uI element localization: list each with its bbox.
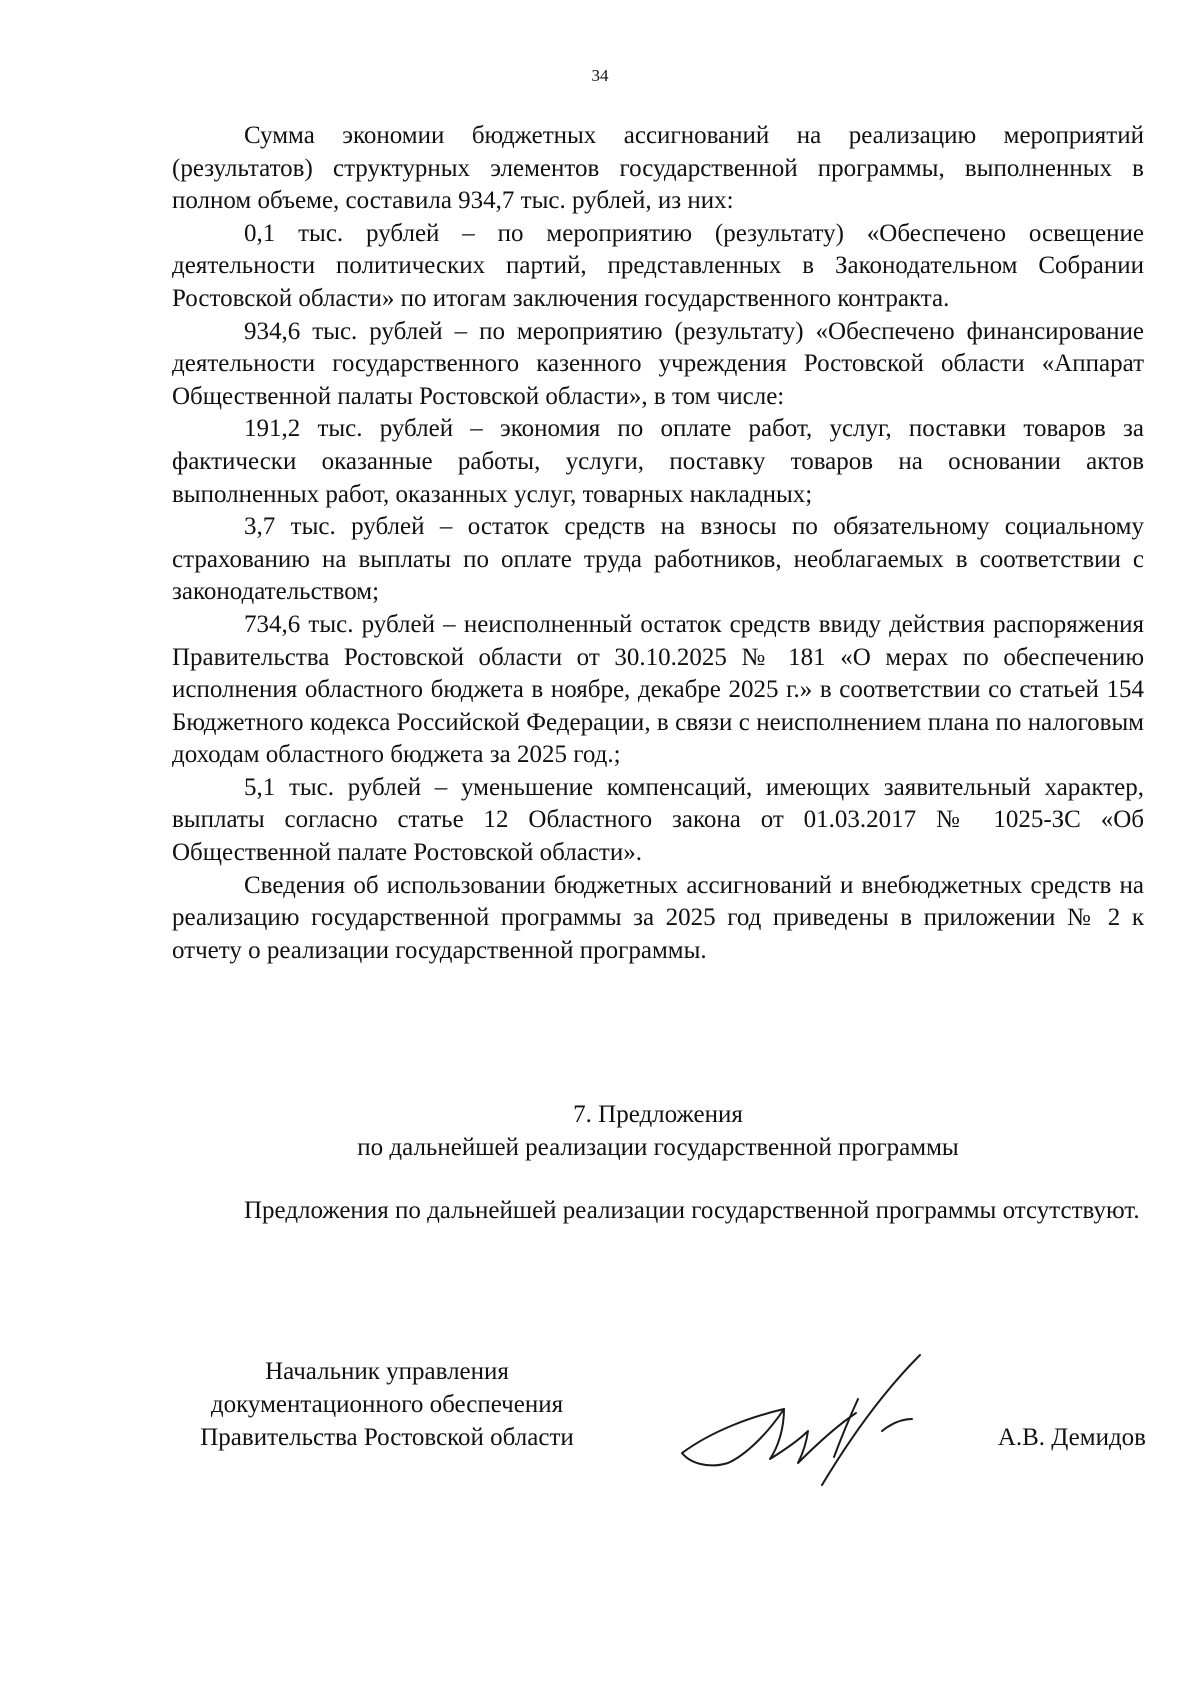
page-number: 34 — [591, 66, 609, 85]
proposal-text: Предложения по дальнейшей реализации государственной программы отсутствуют. — [244, 1197, 1140, 1224]
section-heading-subtitle: по дальнейшей реализации государственной программы — [357, 1134, 959, 1161]
paragraph-subitem-insurance: 3,7 тыс. рублей – остаток средств на взносы по обязательному социальному страхованию на выплаты по оплате труда работников, необлагаемых в соответствии с законодательством; — [172, 513, 1144, 606]
report-body — [172, 120, 1144, 967]
section-heading-title: 7. Предложения — [573, 1101, 743, 1128]
paragraph-subitem-unexecuted: 734,6 тыс. рублей – неисполненный остаток средств ввиду действия распоряжения Правительства Ростовской области от 30.10.2025 № 181 «О мерах по обеспечению исполнения областного бюджета в ноябре, декабре 2025 г.» в соответствии со статьей 154 Бюджетного кодекса Российской Федерации, в связи с неисполнением плана по налоговым доходам областного бюджета за 2025 год.; — [172, 610, 1144, 769]
paragraph-subitem-compensation: 5,1 тыс. рублей – уменьшение компенсаций, имеющих заявительный характер, выплаты согласно статье 12 Областного закона от 01.03.2017 № 1025-ЗС «Об Общественной палате Ростовской области». — [172, 773, 1144, 867]
paragraph-savings-total: Сумма экономии бюджетных ассигнований на реализацию мероприятий (результатов) структурных элементов государственной программы, выполненных в полном объеме, составила 934,7 тыс. рублей, из них: — [172, 122, 1144, 215]
paragraph-subitem-works: 191,2 тыс. рублей – экономия по оплате работ, услуг, поставки товаров за фактически оказанные работы, услуги, поставку товаров на основании актов выполненных работ, оказанных услуг, товарных накладных; — [172, 415, 1144, 508]
signatory-name: А.В. Демидов — [997, 1424, 1146, 1451]
handwritten-signature — [672, 1335, 972, 1505]
paragraph-appendix-reference: Сведения об использовании бюджетных ассигнований и внебюджетных средств на реализацию государственной программы за 2025 год приведены в приложении № 2 к отчету о реализации государственной программы. — [172, 871, 1144, 964]
signatory-position-line-2: документационного обеспечения — [210, 1391, 564, 1418]
paragraph-item-financing: 934,6 тыс. рублей – по мероприятию (результату) «Обеспечено финансирование деятельности государственного казенного учреждения Ростовской области «Аппарат Общественной палаты Ростовской области», в том числе: — [172, 317, 1144, 410]
proposal-section — [172, 1195, 1144, 1228]
paragraph-item-lighting: 0,1 тыс. рублей – по мероприятию (результату) «Обеспечено освещение деятельности политических партий, представленных в Законодательном Собрании Ростовской области» по итогам заключения государственного контракта. — [172, 219, 1144, 312]
signatory-position-line-1: Начальник управления — [265, 1358, 509, 1385]
signatory-position-line-3: Правительства Ростовской области — [200, 1424, 574, 1451]
section-heading — [172, 1098, 1144, 1164]
signature-block — [0, 1355, 1200, 1515]
signatory-position — [172, 1355, 602, 1454]
